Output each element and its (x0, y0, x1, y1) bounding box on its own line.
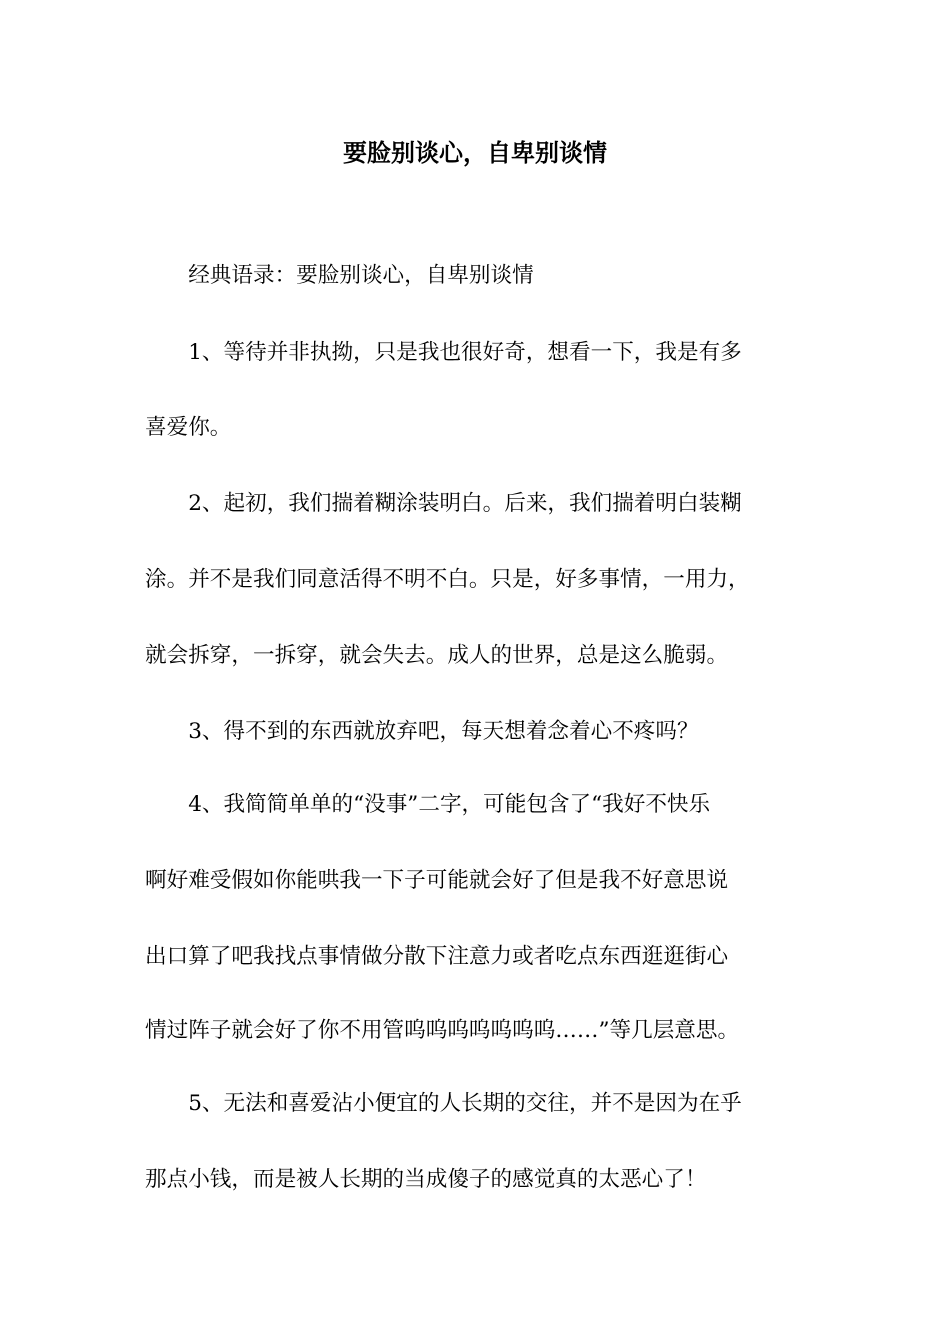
paragraph-5-line-1: 那点小钱，而是被人长期的当成傻子的感觉真的太恶心了！ (145, 1167, 707, 1192)
paragraph-1-line-0: 1、等待并非执拗，只是我也很好奇，想看一下，我是有多 (188, 340, 742, 365)
paragraph-2-line-1: 涂。并不是我们同意活得不明不白。只是，好多事情，一用力， (145, 567, 750, 592)
paragraph-5-line-0: 5、无法和喜爱沾小便宜的人长期的交往，并不是因为在乎 (188, 1091, 742, 1116)
paragraph-2-line-0: 2、起初，我们揣着糊涂装明白。后来，我们揣着明白装糊 (188, 491, 742, 516)
paragraph-4-line-3: 情过阵子就会好了你不用管呜呜呜呜呜呜呜……”等几层意思。 (145, 1018, 740, 1043)
paragraph-4-line-1: 啊好难受假如你能哄我一下子可能就会好了但是我不好意思说 (145, 868, 729, 893)
page-title: 要脸别谈心，自卑别谈情 (343, 139, 607, 167)
paragraph-0-line-0: 经典语录：要脸别谈心，自卑别谈情 (188, 263, 534, 288)
paragraph-4-line-0: 4、我简简单单的“没事”二字，可能包含了“我好不快乐 (188, 792, 711, 817)
paragraph-3-line-0: 3、得不到的东西就放弃吧，每天想着念着心不疼吗？ (188, 719, 699, 744)
paragraph-2-line-2: 就会拆穿，一拆穿，就会失去。成人的世界，总是这么脆弱。 (145, 643, 729, 668)
paragraph-1-line-1: 喜爱你。 (145, 415, 232, 440)
paragraph-4-line-2: 出口算了吧我找点事情做分散下注意力或者吃点东西逛逛街心 (145, 944, 729, 969)
